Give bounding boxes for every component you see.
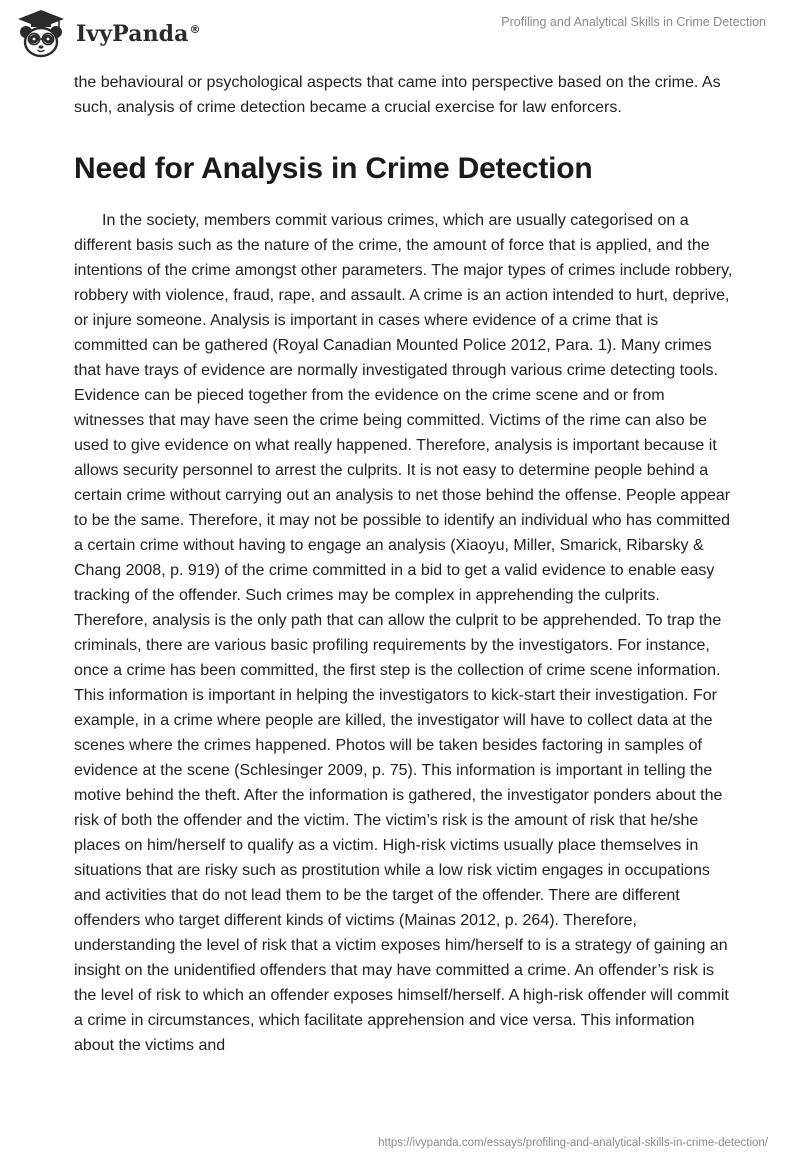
document-title: Profiling and Analytical Skills in Crime Detection: [501, 15, 766, 29]
source-url[interactable]: https://ivypanda.com/essays/profiling-and-analytical-skills-in-crime-detection/: [378, 1137, 768, 1149]
section-heading: Need for Analysis in Crime Detection: [74, 152, 593, 185]
panda-graduate-icon: [14, 8, 68, 60]
brand-name: IvyPanda®: [76, 21, 201, 47]
intro-paragraph: the behavioural or psychological aspects that came into perspective based on the crime. As such, analysis of crime detection became a crucial exercise for law enforcers.: [74, 74, 721, 116]
page-header: [0, 0, 800, 68]
essay-content: [74, 70, 734, 1058]
brand-logo[interactable]: [14, 7, 201, 61]
body-paragraph: In the society, members commit various crimes, which are usually categorised on a different basis such as the nature of the crime, the amount of force that is applied, and the intentions of the crime amongst other parameters. The major types of crimes include robbery, robbery with violence, fraud, rape, and assault. A crime is an action intended to hurt, deprive, or injure someone. Analysis is important in cases where evidence of a crime that is committed can be gathered (Royal Canadian Mounted Police 2012, Para. 1). Many crimes that have trays of evidence are normally investigated through various crime detecting tools. Evidence can be pieced together from the evidence on the crime scene and or from witnesses that may have seen the crime being committed. Victims of the rime can also be used to give evidence on what really happened. Therefore, analysis is important because it allows security personnel to arrest the culprits. It is not easy to determine people behind a certain crime without carrying out an analysis to net those behind the offense. People appear to be the same. Therefore, it may not be possible to identify an individual who has committed a certain crime without having to engage an analysis (Xiaoyu, Miller, Smarick, Ribarsky & Chang 2008, p. 919) of the crime committed in a bid to get a valid evidence to enable easy tracking of the offender. Such crimes may be complex in apprehending the culprits. Therefore, analysis is the only path that can allow the culprit to be apprehended. To trap the criminals, there are various basic profiling requirements by the investigators. For instance, once a crime has been committed, the first step is the collection of crime scene information. This information is important in helping the investigators to kick-start their investigation. For example, in a crime where people are killed, the investigator will have to collect data at the scenes where the crimes happened. Photos will be taken besides factoring in samples of evidence at the scene (Schlesinger 2009, p. 75). This information is important in telling the motive behind the theft. After the information is gathered, the investigator ponders about the risk of both the offender and the victim. The victim’s risk is the amount of risk that he/she places on him/herself to qualify as a victim. High-risk victims usually place themselves in situations that are risky such as prostitution while a low risk victim engages in occupations and activities that do not lead them to be the target of the offender. There are different offenders who target different kinds of victims (Mainas 2012, p. 264). Therefore, understanding the level of risk that a victim exposes him/herself to is a strategy of gaining an insight on the unidentified offenders that may have committed a crime. An offender’s risk is the level of risk to which an offender exposes himself/herself. A high-risk offender will commit a crime in circumstances, which facilitate apprehension and vice versa. This information about the victims and: [74, 212, 733, 1054]
